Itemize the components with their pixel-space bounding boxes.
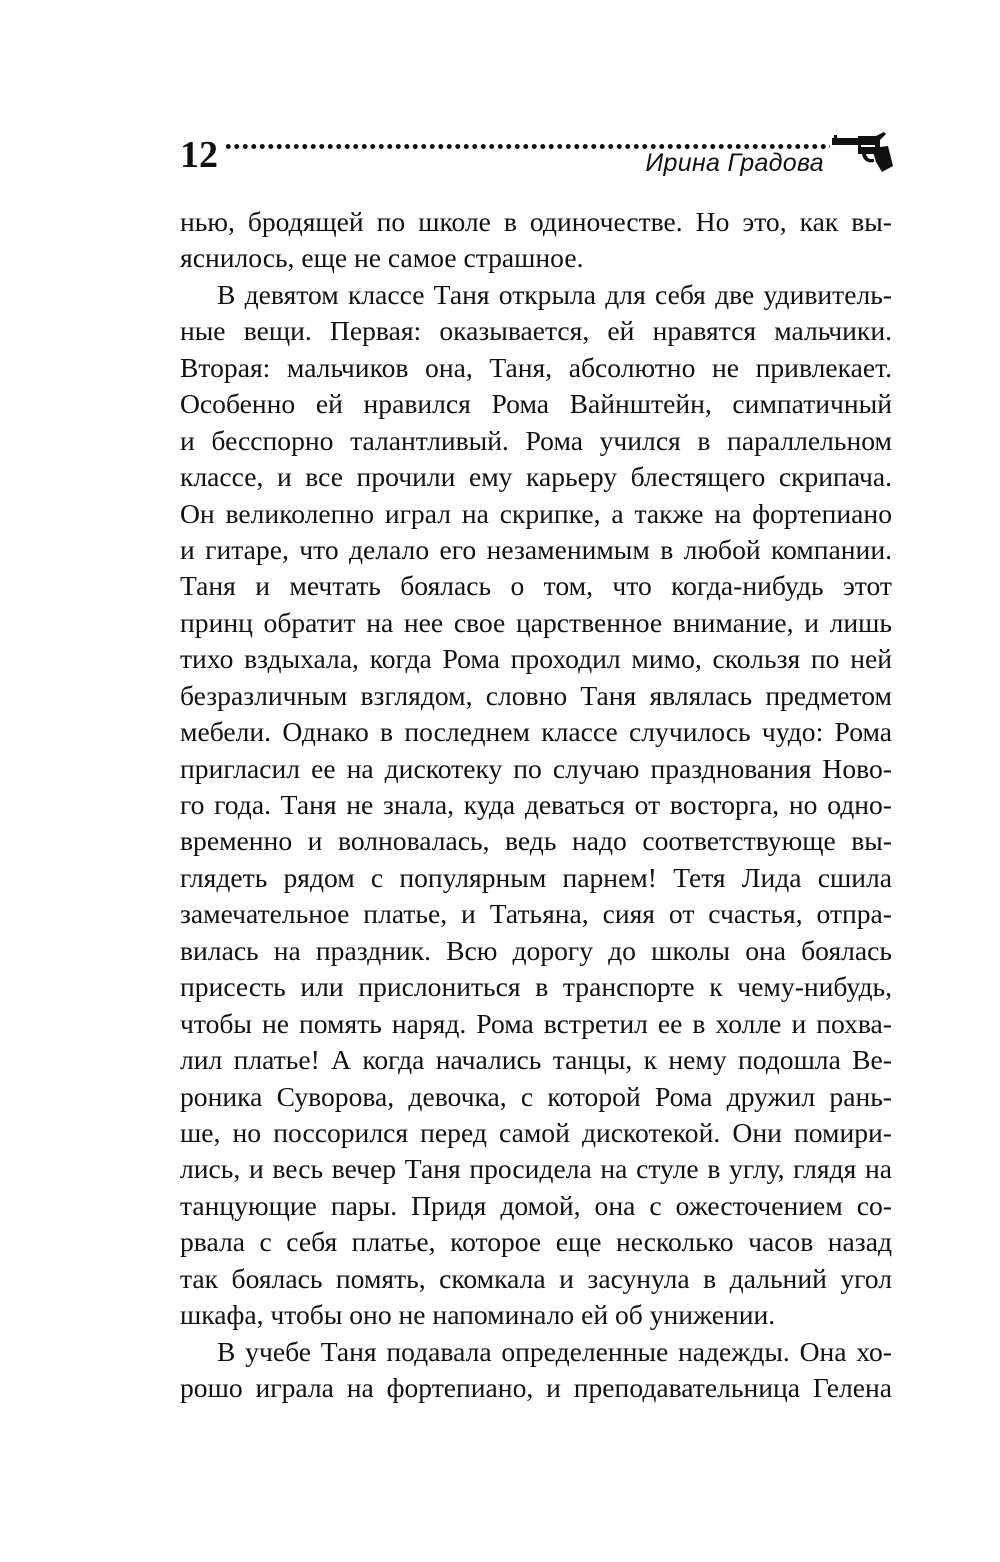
- text-line: принц обратит на нее свое царственное внимание, и лишь: [180, 606, 892, 638]
- text-line: роника Суворова, девочка, с которой Рома дружил рань-: [180, 1080, 892, 1112]
- text-line: яснилось, еще не самое страшное.: [180, 242, 584, 274]
- text-line: Вторая: мальчиков она, Таня, абсолютно не привлекает.: [180, 351, 892, 383]
- running-header: [180, 130, 892, 180]
- text-line: временно и волновалась, ведь надо соответствующе вы-: [180, 825, 892, 857]
- text-line: ные вещи. Первая: оказывается, ей нравятся мальчики.: [180, 315, 892, 347]
- text-line: так боялась помять, скомкала и засунула в дальний угол: [180, 1262, 892, 1294]
- text-line: и гитаре, что делало его незаменимым в любой компании.: [180, 533, 892, 565]
- text-line: безразличным взглядом, словно Таня являлась предметом: [180, 679, 892, 711]
- text-line: и бесспорно талантливый. Рома учился в параллельном: [180, 424, 892, 456]
- text-line: Таня и мечтать боялась о том, что когда-нибудь этот: [180, 570, 892, 602]
- text-line: вилась на праздник. Всю дорогу до школы она боялась: [180, 934, 892, 966]
- text-line: глядеть рядом с популярным парнем! Тетя Лида сшила: [180, 861, 892, 893]
- text-line: замечательное платье, и Татьяна, сияя от счастья, отпра-: [180, 898, 892, 930]
- text-line: пригласил ее на дискотеку по случаю празднования Ново-: [180, 752, 892, 784]
- text-line: мебели. Однако в последнем классе случилось чудо: Рома: [180, 716, 892, 748]
- text-line: нью, бродящей по школе в одиночестве. Но это, как вы-: [180, 206, 892, 237]
- running-author: Ирина Градова: [645, 149, 824, 177]
- text-line: присесть или прислониться в транспорте к чему-нибудь,: [180, 971, 892, 1003]
- text-line: Особенно ей нравился Рома Вайнштейн, симпатичный: [180, 388, 892, 420]
- text-line: чтобы не помять наряд. Рома встретил ее в холле и похва-: [180, 1007, 892, 1039]
- text-line: Он великолепно играл на скрипке, а также на фортепиано: [180, 497, 892, 529]
- text-line: го года. Таня не знала, куда деваться от восторга, но одно-: [180, 789, 892, 820]
- text-line: лись, и весь вечер Таня просидела на стуле в углу, глядя на: [180, 1153, 892, 1185]
- text-line: лил платье! А когда начались танцы, к нему подошла Ве-: [180, 1044, 892, 1076]
- text-line: рвала с себя платье, которое еще несколько часов назад: [180, 1226, 892, 1258]
- text-line: шкафа, чтобы оно не напоминало ей об унижении.: [180, 1299, 776, 1331]
- body-text: [180, 204, 892, 1406]
- revolver-icon: [832, 132, 894, 174]
- text-line: В девятом классе Таня открыла для себя две удивитель-: [217, 278, 892, 310]
- text-line: тихо вздыхала, когда Рома проходил мимо, скользя по ней: [180, 643, 892, 675]
- text-line: рошо играла на фортепиано, и преподавательница Гелена: [180, 1372, 892, 1403]
- text-line: танцующие пары. Придя домой, она с ожесточением со-: [180, 1189, 892, 1221]
- text-line: классе, и все прочили ему карьеру блестящего скрипача.: [180, 461, 892, 493]
- text-line: ше, но поссорился перед самой дискотекой. Они помири-: [180, 1116, 892, 1148]
- text-line: В учебе Таня подавала определенные надежды. Она хо-: [217, 1335, 892, 1367]
- page-number: 12: [180, 134, 218, 176]
